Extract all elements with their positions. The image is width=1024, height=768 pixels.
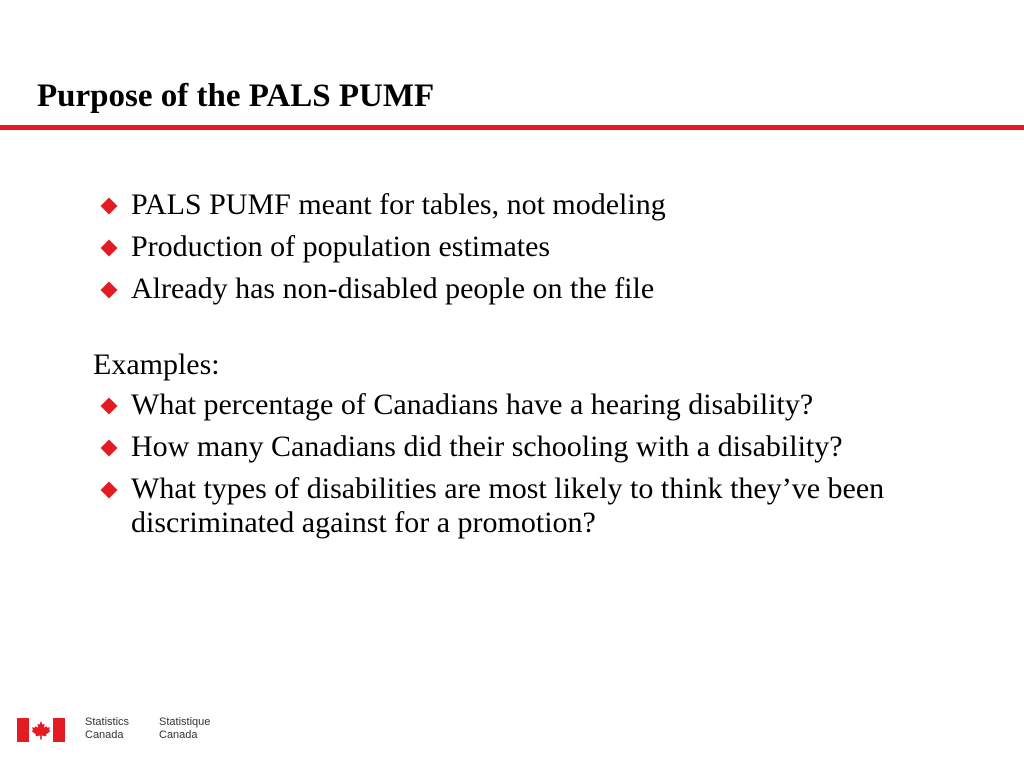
diamond-bullet-icon: [101, 440, 118, 457]
list-item: [93, 188, 993, 222]
statistique-canada-wordmark: Statistique Canada: [159, 716, 211, 741]
statistics-canada-wordmark: Statistics Canada: [85, 716, 130, 741]
diamond-bullet-icon: [101, 482, 118, 499]
list-item: [93, 272, 993, 306]
diamond-bullet-icon: [101, 282, 118, 299]
bullet-text: PALS PUMF meant for tables, not modeling: [131, 188, 666, 221]
list-item: [93, 388, 993, 422]
bullet-text: How many Canadians did their schooling with a disability?: [131, 430, 843, 463]
bullet-text: What percentage of Canadians have a hearing disability?: [131, 388, 814, 421]
list-item: [93, 472, 993, 540]
canada-flag-icon: [17, 718, 65, 742]
bullet-text: Production of population estimates: [131, 230, 551, 263]
slide-title: Purpose of the PALS PUMF: [37, 78, 435, 114]
examples-heading: Examples:: [93, 348, 220, 381]
diamond-bullet-icon: [101, 398, 118, 415]
diamond-bullet-icon: [101, 240, 118, 257]
list-item: [93, 230, 993, 264]
bullet-text: What types of disabilities are most likely to think they’ve been discriminated against for a promotion?: [131, 472, 885, 539]
example-bullet-list: [93, 388, 993, 540]
main-bullet-list: [93, 188, 993, 306]
title-divider: [0, 125, 1024, 130]
diamond-bullet-icon: [101, 198, 118, 215]
list-item: [93, 430, 993, 464]
bullet-text: Already has non-disabled people on the file: [131, 272, 655, 305]
slide-content: [93, 188, 993, 548]
